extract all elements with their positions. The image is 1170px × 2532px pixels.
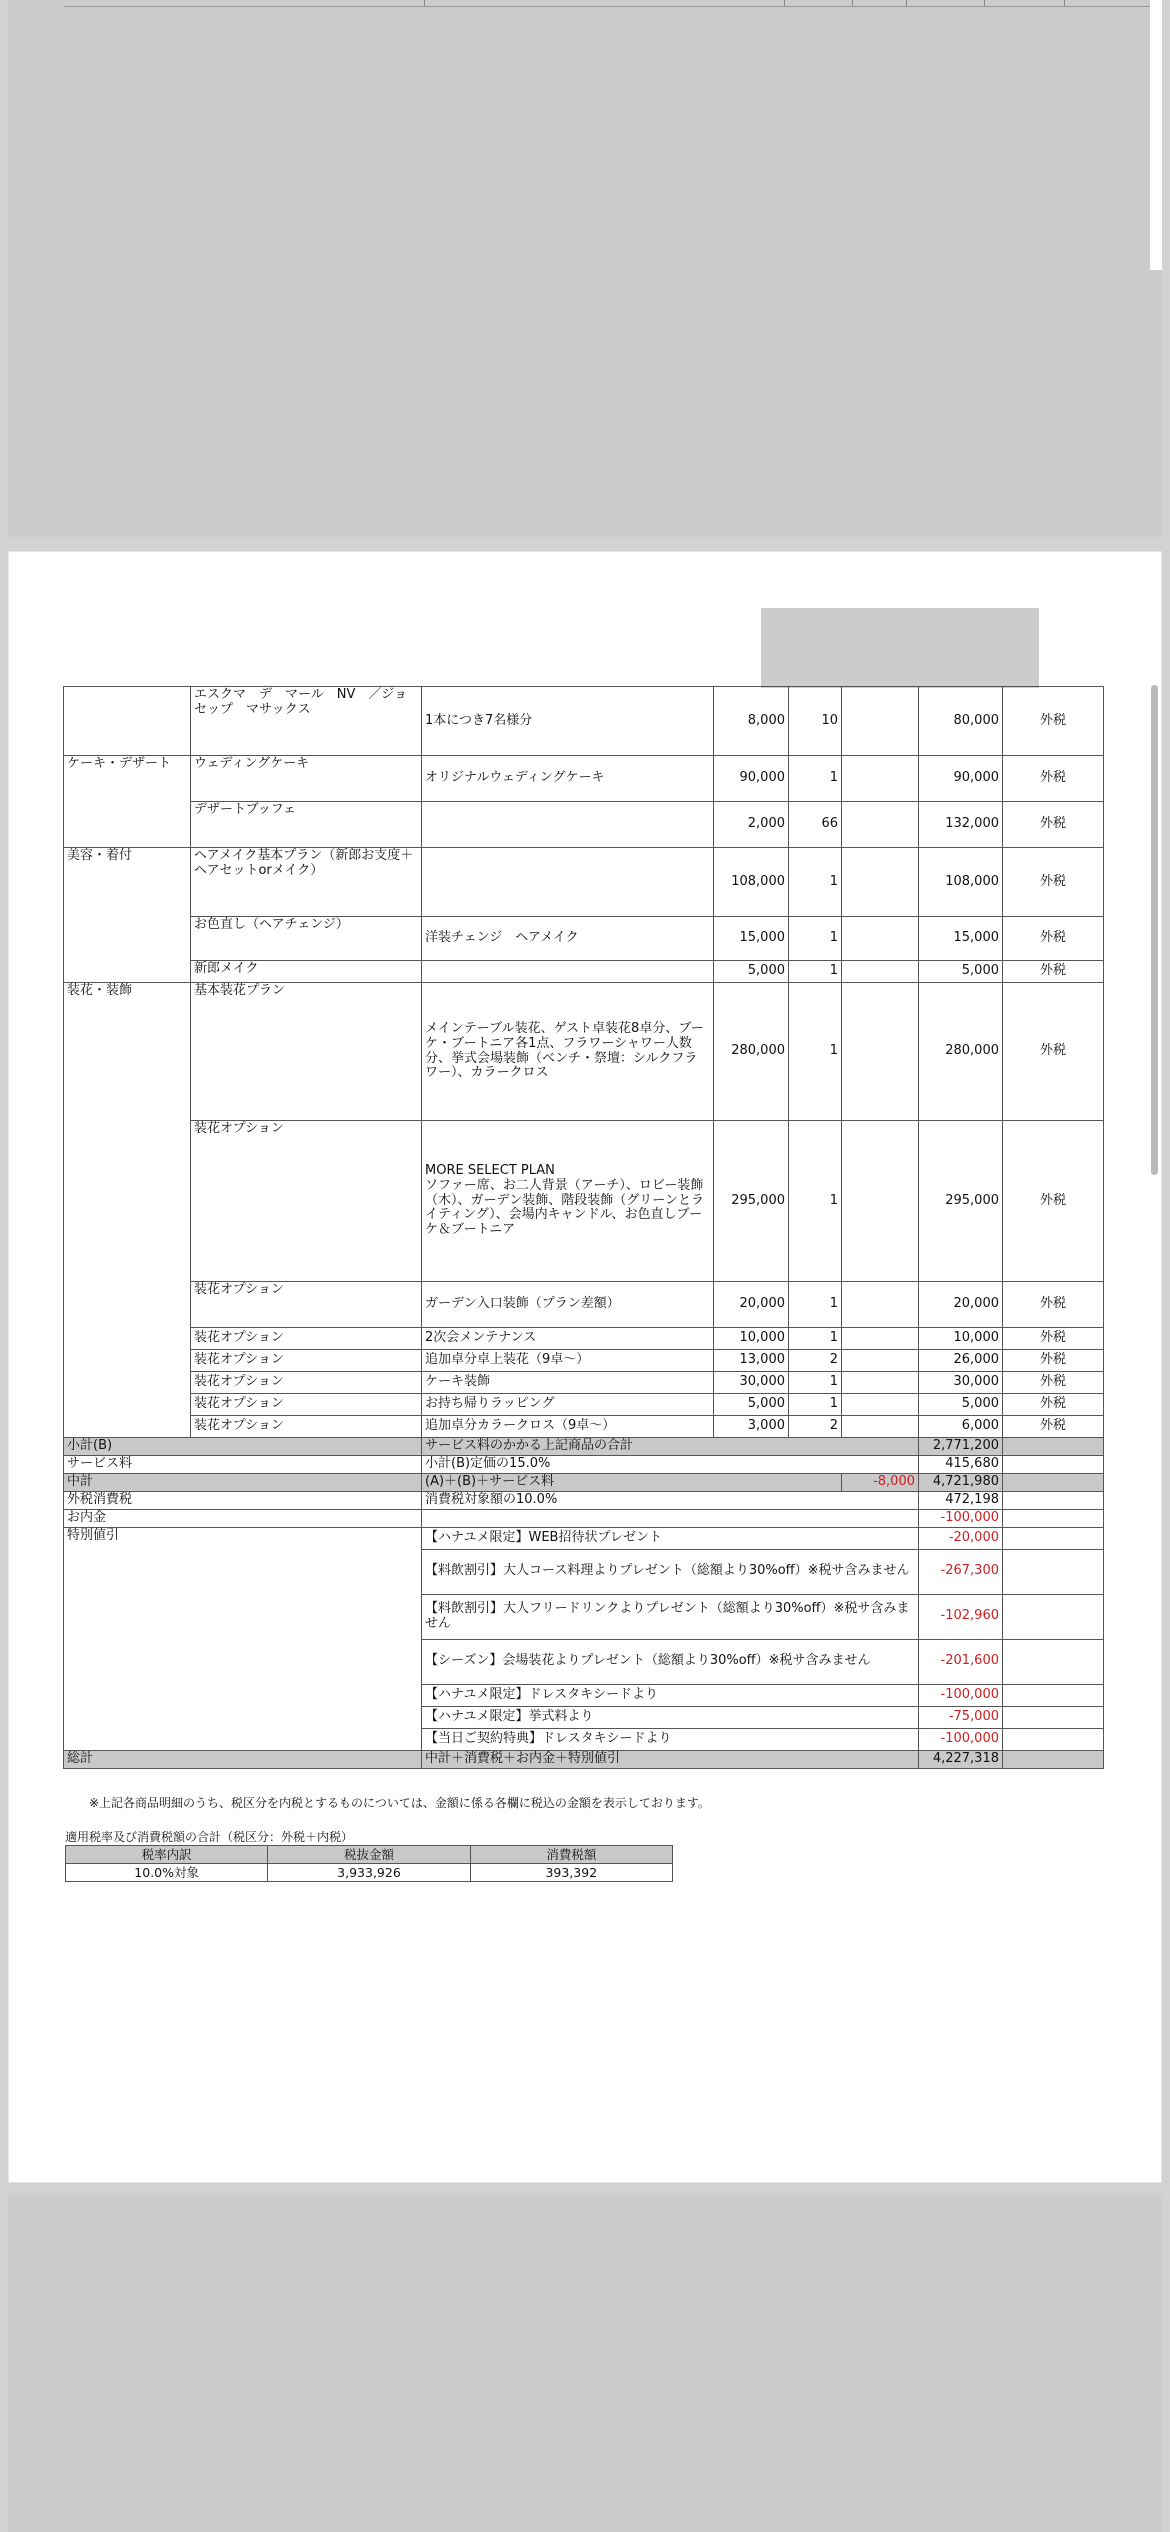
category-cell — [64, 1416, 191, 1438]
service-label: サービス料 — [64, 1455, 422, 1473]
table-row — [64, 1394, 1104, 1416]
amount: 5,000 — [919, 961, 1003, 983]
item-detail: 追加卓分卓上装花（9卓〜） — [422, 1350, 714, 1372]
category-cell: ケーキ・デザート — [64, 756, 191, 802]
special-value: -201,600 — [919, 1639, 1003, 1684]
service-value: 415,680 — [919, 1455, 1003, 1473]
subtotal-label: 小計(B) — [64, 1438, 422, 1456]
subtotal-row — [64, 1438, 1104, 1456]
item-name: 装花オプション — [191, 1350, 422, 1372]
empty-cell — [1003, 1594, 1104, 1639]
table-row — [64, 802, 1104, 848]
discount — [842, 983, 919, 1121]
special-desc: 【料飲割引】大人コース料理よりプレゼント（総額より30%off）※税サ含みません — [422, 1549, 919, 1594]
previous-table-edge — [64, 0, 1154, 7]
empty-cell — [1003, 1491, 1104, 1509]
quantity: 2 — [789, 1416, 842, 1438]
next-page-redacted — [8, 2196, 1162, 2532]
unit-price: 108,000 — [714, 848, 789, 917]
item-detail: 洋装チェンジ ヘアメイク — [422, 917, 714, 961]
item-name: デザートブッフェ — [191, 802, 422, 848]
quote-page — [8, 551, 1162, 2183]
empty-cell — [1003, 1639, 1104, 1684]
unit-price: 30,000 — [714, 1372, 789, 1394]
special-desc: 【当日ご契約特典】ドレスタキシードより — [422, 1728, 919, 1750]
consumption-tax-header: 消費税額 — [470, 1846, 672, 1864]
tax-desc: 消費税対象額の10.0% — [422, 1491, 919, 1509]
discount — [842, 1328, 919, 1350]
category-cell — [64, 1282, 191, 1328]
tax-type: 外税 — [1003, 1350, 1104, 1372]
table-row — [64, 961, 1104, 983]
discount — [842, 917, 919, 961]
tax-type: 外税 — [1003, 1416, 1104, 1438]
quantity: 1 — [789, 1328, 842, 1350]
empty-cell — [1003, 1706, 1104, 1728]
tax-excluded-amount: 3,933,926 — [268, 1864, 470, 1882]
special-discount-label: 特別値引 — [64, 1527, 422, 1750]
tax-summary-title: 適用税率及び消費税額の合計（税区分：外税＋内税） — [65, 1830, 354, 1844]
unit-price: 13,000 — [714, 1350, 789, 1372]
tax-type: 外税 — [1003, 1121, 1104, 1282]
tax-note: ※上記各商品明細のうち、税区分を内税とするものについては、金額に係る各欄に税込の金額を表示しております。 — [89, 1796, 710, 1810]
item-detail: 追加卓分カラークロス（9卓〜） — [422, 1416, 714, 1438]
category-cell — [64, 1328, 191, 1350]
item-detail — [422, 961, 714, 983]
amount: 108,000 — [919, 848, 1003, 917]
quantity: 1 — [789, 848, 842, 917]
tax-type: 外税 — [1003, 756, 1104, 802]
special-value: -20,000 — [919, 1527, 1003, 1549]
tax-summary-row — [66, 1864, 673, 1882]
table-row — [64, 1372, 1104, 1394]
quantity: 1 — [789, 1121, 842, 1282]
tax-label: 外税消費税 — [64, 1491, 422, 1509]
empty-cell — [1003, 1509, 1104, 1527]
scrollbar[interactable] — [1151, 685, 1158, 1175]
quantity: 2 — [789, 1350, 842, 1372]
item-detail: 2次会メンテナンス — [422, 1328, 714, 1350]
category-cell — [64, 917, 191, 961]
unit-price: 5,000 — [714, 1394, 789, 1416]
special-value: -100,000 — [919, 1684, 1003, 1706]
unit-price: 3,000 — [714, 1416, 789, 1438]
total-row — [64, 1750, 1104, 1768]
table-row — [64, 983, 1104, 1121]
unit-price: 295,000 — [714, 1121, 789, 1282]
discount — [842, 1416, 919, 1438]
quantity: 1 — [789, 961, 842, 983]
amount: 5,000 — [919, 1394, 1003, 1416]
service-row — [64, 1455, 1104, 1473]
deposit-label: お内金 — [64, 1509, 422, 1527]
item-name: 装花オプション — [191, 1328, 422, 1350]
tax-row — [64, 1491, 1104, 1509]
amount: 90,000 — [919, 756, 1003, 802]
quote-table — [63, 686, 1104, 1769]
special-desc: 【ハナユメ限定】挙式料より — [422, 1706, 919, 1728]
service-desc: 小計(B)定価の15.0% — [422, 1455, 919, 1473]
deposit-row — [64, 1509, 1104, 1527]
item-name: 新郎メイク — [191, 961, 422, 983]
item-detail: お持ち帰りラッピング — [422, 1394, 714, 1416]
quantity: 66 — [789, 802, 842, 848]
category-cell — [64, 1372, 191, 1394]
total-value: 4,227,318 — [919, 1750, 1003, 1768]
table-row — [64, 1350, 1104, 1372]
unit-price: 20,000 — [714, 1282, 789, 1328]
item-name: 装花オプション — [191, 1282, 422, 1328]
category-cell: 装花・装飾 — [64, 983, 191, 1121]
discount — [842, 961, 919, 983]
empty-cell — [1003, 1473, 1104, 1491]
empty-cell — [1003, 1455, 1104, 1473]
midtotal-desc: (A)＋(B)＋サービス料 — [422, 1473, 842, 1491]
special-value: -100,000 — [919, 1728, 1003, 1750]
table-row — [64, 1121, 1104, 1282]
discount — [842, 802, 919, 848]
empty-cell — [1003, 1684, 1104, 1706]
category-cell — [64, 961, 191, 983]
tax-value: 472,198 — [919, 1491, 1003, 1509]
table-row — [64, 848, 1104, 917]
unit-price: 2,000 — [714, 802, 789, 848]
category-cell: 美容・着付 — [64, 848, 191, 917]
item-detail: オリジナルウェディングケーキ — [422, 756, 714, 802]
special-desc: 【ハナユメ限定】WEB招待状プレゼント — [422, 1527, 919, 1549]
amount: 20,000 — [919, 1282, 1003, 1328]
tax-type: 外税 — [1003, 917, 1104, 961]
amount: 15,000 — [919, 917, 1003, 961]
amount: 132,000 — [919, 802, 1003, 848]
item-name: エスクマ デ マール NV ／ジョセップ マサックス — [191, 687, 422, 756]
amount: 10,000 — [919, 1328, 1003, 1350]
special-value: -102,960 — [919, 1594, 1003, 1639]
empty-cell — [1003, 1527, 1104, 1549]
deposit-desc — [422, 1509, 919, 1527]
amount: 295,000 — [919, 1121, 1003, 1282]
midtotal-row — [64, 1473, 1104, 1491]
item-name: お色直し（ヘアチェンジ） — [191, 917, 422, 961]
item-detail: メインテーブル装花、ゲスト卓装花8卓分、ブーケ・ブートニア各1点、フラワーシャワー人数分、挙式会場装飾（ベンチ・祭壇：シルクフラワー）、カラークロス — [422, 983, 714, 1121]
unit-price: 8,000 — [714, 687, 789, 756]
special-discount-row — [64, 1527, 1104, 1549]
tax-type: 外税 — [1003, 1394, 1104, 1416]
unit-price: 280,000 — [714, 983, 789, 1121]
discount — [842, 1372, 919, 1394]
category-cell — [64, 1121, 191, 1282]
unit-price: 90,000 — [714, 756, 789, 802]
table-row — [64, 1416, 1104, 1438]
tax-summary-header — [66, 1846, 673, 1864]
amount: 6,000 — [919, 1416, 1003, 1438]
special-value: -75,000 — [919, 1706, 1003, 1728]
category-cell — [64, 1394, 191, 1416]
subtotal-value: 2,771,200 — [919, 1438, 1003, 1456]
unit-price: 15,000 — [714, 917, 789, 961]
discount — [842, 1121, 919, 1282]
quantity: 1 — [789, 756, 842, 802]
tax-type: 外税 — [1003, 1282, 1104, 1328]
special-desc: 【ハナユメ限定】ドレスタキシードより — [422, 1684, 919, 1706]
item-detail — [422, 802, 714, 848]
table-row — [64, 1282, 1104, 1328]
total-desc: 中計＋消費税＋お内金＋特別値引 — [422, 1750, 919, 1768]
tax-type: 外税 — [1003, 1328, 1104, 1350]
table-row — [64, 687, 1104, 756]
midtotal-discount: -8,000 — [842, 1473, 919, 1491]
amount: 80,000 — [919, 687, 1003, 756]
amount: 30,000 — [919, 1372, 1003, 1394]
empty-cell — [1003, 1438, 1104, 1456]
table-row — [64, 1328, 1104, 1350]
tax-type: 外税 — [1003, 961, 1104, 983]
item-detail: ケーキ装飾 — [422, 1372, 714, 1394]
midtotal-label: 中計 — [64, 1473, 422, 1491]
special-desc: 【シーズン】会場装花よりプレゼント（総額より30%off）※税サ含みません — [422, 1639, 919, 1684]
tax-summary-table — [65, 1845, 673, 1882]
special-value: -267,300 — [919, 1549, 1003, 1594]
tax-rate: 10.0%対象 — [66, 1864, 268, 1882]
deposit-value: -100,000 — [919, 1509, 1003, 1527]
quantity: 1 — [789, 1394, 842, 1416]
tax-type: 外税 — [1003, 983, 1104, 1121]
discount — [842, 1350, 919, 1372]
table-row — [64, 917, 1104, 961]
quantity: 1 — [789, 983, 842, 1121]
discount — [842, 756, 919, 802]
quantity: 1 — [789, 1372, 842, 1394]
item-name: 基本装花プラン — [191, 983, 422, 1121]
special-desc: 【料飲割引】大人フリードリンクよりプレゼント（総額より30%off）※税サ含みません — [422, 1594, 919, 1639]
quantity: 10 — [789, 687, 842, 756]
tax-type: 外税 — [1003, 802, 1104, 848]
item-name: 装花オプション — [191, 1416, 422, 1438]
item-name: ウェディングケーキ — [191, 756, 422, 802]
item-name: 装花オプション — [191, 1121, 422, 1282]
unit-price: 10,000 — [714, 1328, 789, 1350]
item-name: 装花オプション — [191, 1394, 422, 1416]
discount — [842, 1394, 919, 1416]
subtotal-desc: サービス料のかかる上記商品の合計 — [422, 1438, 919, 1456]
tax-type: 外税 — [1003, 1372, 1104, 1394]
category-cell — [64, 687, 191, 756]
category-cell — [64, 802, 191, 848]
discount — [842, 1282, 919, 1328]
amount: 280,000 — [919, 983, 1003, 1121]
quantity: 1 — [789, 1282, 842, 1328]
item-detail — [422, 848, 714, 917]
tax-rate-header: 税率内訳 — [66, 1846, 268, 1864]
page-edge — [1150, 0, 1162, 270]
unit-price: 5,000 — [714, 961, 789, 983]
item-name: 装花オプション — [191, 1372, 422, 1394]
total-label: 総計 — [64, 1750, 422, 1768]
item-detail: MORE SELECT PLAN ソファー席、お二人背景（アーチ）、ロビー装飾（木）、ガーデン装飾、階段装飾（グリーンとライティング）、会場内キャンドル、お色直しブーケ＆ブートニア — [422, 1121, 714, 1282]
item-detail: 1本につき7名様分 — [422, 687, 714, 756]
redacted-box — [761, 608, 1039, 688]
discount — [842, 687, 919, 756]
empty-cell — [1003, 1750, 1104, 1768]
tax-type: 外税 — [1003, 848, 1104, 917]
midtotal-value: 4,721,980 — [919, 1473, 1003, 1491]
discount — [842, 848, 919, 917]
previous-page-redacted — [8, 0, 1162, 537]
consumption-tax-amount: 393,392 — [470, 1864, 672, 1882]
tax-excluded-header: 税抜金額 — [268, 1846, 470, 1864]
tax-type: 外税 — [1003, 687, 1104, 756]
item-detail: ガーデン入口装飾（プラン差額） — [422, 1282, 714, 1328]
empty-cell — [1003, 1728, 1104, 1750]
empty-cell — [1003, 1549, 1104, 1594]
item-name: ヘアメイク基本プラン（新郎お支度＋ヘアセットorメイク） — [191, 848, 422, 917]
category-cell — [64, 1350, 191, 1372]
quantity: 1 — [789, 917, 842, 961]
amount: 26,000 — [919, 1350, 1003, 1372]
table-row — [64, 756, 1104, 802]
